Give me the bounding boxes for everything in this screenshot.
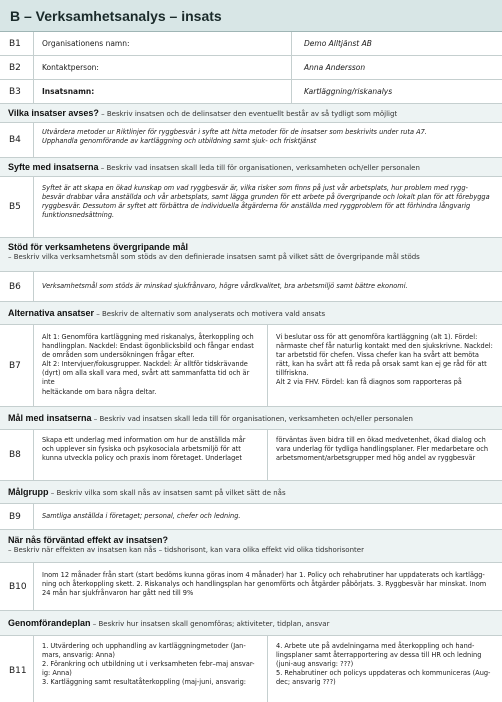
section-heading: Stöd för verksamhetens övergripande mål (8, 242, 189, 252)
text-line: vara underlag för tydliga handlingsplaner. Fler medarbetare och (276, 445, 489, 454)
text-line: lingsplaner samt återrapportering av dessa till HR och ledning (276, 651, 482, 660)
row-code: B3 (0, 80, 34, 103)
section-description: – Beskriv de alternativ som analyserats och motivera vald ansats (96, 310, 326, 318)
section-description: – Beskriv vilka som skall nås av insatsen samt på vilket sätt de nås (50, 489, 286, 497)
content-text-b6[interactable] (34, 272, 502, 301)
text-line: 5. Rehabrutiner och policys uppdateras och kommuniceras (Aug- (276, 669, 491, 678)
text-line: arbetsmoment/arbetsgrupper med hög andel av ryggbesvär (276, 454, 476, 463)
text-line: de områden som undersökningen frågar efter. (42, 351, 195, 360)
section-header-b10 (0, 530, 502, 563)
text-line: Utvärdera metoder ur Riktlinjer för ryggbesvär i syfte att hitta metoder för de insatser som beskrivits under ruta A7. (42, 128, 427, 136)
content-text-b9[interactable] (34, 504, 502, 529)
section-header-b7 (0, 302, 502, 325)
text-line: besvär drabbar våra anställda och vår arbetsplats, samt lägga grunden för ett arbete på övergripande och lokalt plan för att förebygga (42, 193, 490, 202)
content-row-b4 (0, 123, 502, 158)
text-line: Alt 2: Intervjuer/fokusgrupper. Nackdel: Är alltför tidskrävande (42, 360, 248, 369)
text-line: 4. Arbete ute på avdelningarna med återkoppling och hand- (276, 642, 475, 650)
row-code: B1 (0, 32, 34, 55)
section-heading: Genomförandeplan (8, 618, 91, 628)
text-line: Verksamhetsmål som stöds är minskad sjukfrånvaro, högre vårdkvalitet, bra arbetsmiljö samt bättre ekonomi. (42, 282, 408, 290)
row-code: B6 (0, 272, 34, 301)
text-line: (juni-aug ansvarig: ???) (276, 660, 354, 669)
text-line: Skapa ett underlag med information om hur de anställda mår (42, 436, 246, 444)
section-description: – Beskriv vilka verksamhetsmål som stöds av den definierade insatsen samt på vilket sätt de övergripande mål stöds (8, 253, 420, 261)
text-line: kunna utveckla policy och praxis inom företaget. Underlaget (42, 454, 242, 463)
row-code: B10 (0, 563, 34, 610)
text-line: 2. Förankring och utbildning ut i verksamheten febr–maj ansvar- (42, 660, 255, 669)
section-description: – Beskriv insatsen och de delinsatser den eventuellt består av så tydligt som möjligt (101, 110, 398, 118)
text-line: ig: Anna) (42, 669, 72, 678)
content-text-b10[interactable] (34, 563, 502, 610)
row-code: B5 (0, 177, 34, 237)
text-line: 3. Kartläggning samt resultatåterkoppling (maj-juni, ansvarig: (42, 678, 247, 687)
section-heading: Målgrupp (8, 487, 49, 497)
text-line: (dyrt) om alla skall vara med, svårt att sammanfatta tid och är inte (42, 369, 250, 387)
section-description: – Beskriv vad insatsen skall leda till för organisationen, verksamheten och/eller personalen (100, 164, 420, 172)
plan-right-text[interactable] (268, 636, 502, 702)
text-line: dec; ansvarig ???) (276, 678, 336, 687)
text-line: mars, ansvarig: Anna) (42, 651, 115, 660)
info-row-insats (0, 80, 502, 104)
content-row-b5 (0, 177, 502, 238)
text-line: Alt 1: Genomföra kartläggning med riskanalys, återkoppling och (42, 333, 254, 341)
page-title: B – Verksamhetsanalys – insats (0, 0, 502, 32)
goals-right-text[interactable] (268, 430, 502, 480)
content-row-b11 (0, 636, 502, 702)
section-header-b11 (0, 611, 502, 636)
field-label: Insatsnamn: (34, 80, 292, 103)
content-text-b5[interactable] (34, 177, 502, 237)
row-code: B2 (0, 56, 34, 79)
text-line: Inom 12 månader från start (start bedöms kunna göras inom 4 månader) har 1. Policy och rehabrutiner har uppdaterats och kartlägg- (42, 571, 485, 579)
text-line: 1. Utvärdering och upphandling av kartläggningmetoder (Jan- (42, 642, 246, 650)
field-label: Organisationens namn: (34, 32, 292, 55)
goals-left-text[interactable] (34, 430, 268, 480)
section-heading: Alternativa ansatser (8, 308, 95, 318)
section-header-b6 (0, 238, 502, 272)
text-line: Samtliga anställda i företaget; personal, chefer och ledning. (42, 512, 241, 520)
content-row-b9 (0, 504, 502, 530)
text-line: och upplever sin fysiska och psykosociala arbetsmiljö för att (42, 445, 241, 454)
content-row-b10 (0, 563, 502, 611)
section-heading: Mål med insatserna (8, 413, 92, 423)
contact-person-value[interactable]: Anna Andersson (304, 63, 366, 72)
section-header-b9 (0, 481, 502, 504)
text-line: 24 mån har sjukfrånvaron har gått ned till 9% (42, 589, 194, 598)
text-line: tillfriskna. (276, 369, 309, 378)
section-heading: Vilka insatser avses? (8, 108, 99, 118)
text-line: ryggbesvär. Dessutom är syftet att förbättra de individuella åtgärderna för anställda med ryggproblem för att förhindra långvarig (42, 202, 471, 211)
alternatives-right-text[interactable] (268, 325, 502, 406)
text-line: tar arbetstid för chefen. Vissa chefer kan ha svårt att bemöta (276, 351, 479, 360)
text-line: Syftet är att skapa en ökad kunskap om vad ryggbesvär är, vilka risker som finns på just vår arbetsplats, hur problem med rygg- (42, 184, 468, 192)
section-description: – Beskriv vad insatsen skall leda till för organisationen, verksamheten och/eller personalen (93, 415, 413, 423)
plan-left-text[interactable] (34, 636, 268, 702)
section-heading: Syfte med insatserna (8, 162, 99, 172)
info-row-organisation (0, 32, 502, 56)
text-line: Upphandla genomförande av kartläggning och utbildning samt sjuk- och frisktjänst (42, 137, 317, 146)
content-row-b6 (0, 272, 502, 302)
row-code: B9 (0, 504, 34, 529)
insats-name-value[interactable]: Kartläggning/riskanalys (304, 87, 393, 96)
field-label: Kontaktperson: (34, 56, 292, 79)
section-header-b5 (0, 158, 502, 177)
section-heading: När nås förväntad effekt av insatsen? (8, 535, 169, 545)
section-header-b8 (0, 407, 502, 430)
row-code: B8 (0, 430, 34, 480)
content-row-b7 (0, 325, 502, 407)
text-line: rätt, kan ha svårt att få reda på orsak samt kan ej ge råd för att (276, 360, 487, 369)
alternatives-left-text[interactable] (34, 325, 268, 406)
text-line: förväntas även bidra till en ökad medvetenhet, ökad dialog och (276, 436, 486, 444)
text-line: heltäckande om bara några deltar. (42, 387, 157, 396)
row-code: B4 (0, 123, 34, 157)
organisation-name-value[interactable]: Demo Alltjänst AB (304, 39, 372, 48)
text-line: Vi beslutar oss för att genomföra kartläggning (alt 1). Fördel: (276, 333, 478, 341)
section-description: – Beskriv när effekten av insatsen kan nås – tidshorisont, kan vara olika effekt vid olika tidshorisonter (8, 546, 364, 554)
row-code: B11 (0, 636, 34, 702)
content-text-b4[interactable] (34, 123, 502, 157)
section-description: – Beskriv hur insatsen skall genomföras; aktiviteter, tidplan, ansvar (92, 620, 330, 628)
text-line: handlingplan. Nackdel: Endast ögonblicksbild och fångar endast (42, 342, 254, 351)
row-code: B7 (0, 325, 34, 406)
text-line: närmaste chef får naturlig kontakt med den sjukskrivne. Nackdel: (276, 342, 493, 351)
text-line: Alt 2 via FHV. Fördel: kan få diagnos som rapporteras på (276, 378, 462, 387)
content-row-b8 (0, 430, 502, 481)
text-line: ning och återkoppling skett. 2. Riskanalys och handlingsplan har genomförts och åtgärder påbörjats. 3. Ryggbesvär har minskat. Inom (42, 580, 487, 589)
section-header-b4 (0, 104, 502, 123)
info-row-contact (0, 56, 502, 80)
text-line: funktionsnedsättning. (42, 211, 115, 220)
